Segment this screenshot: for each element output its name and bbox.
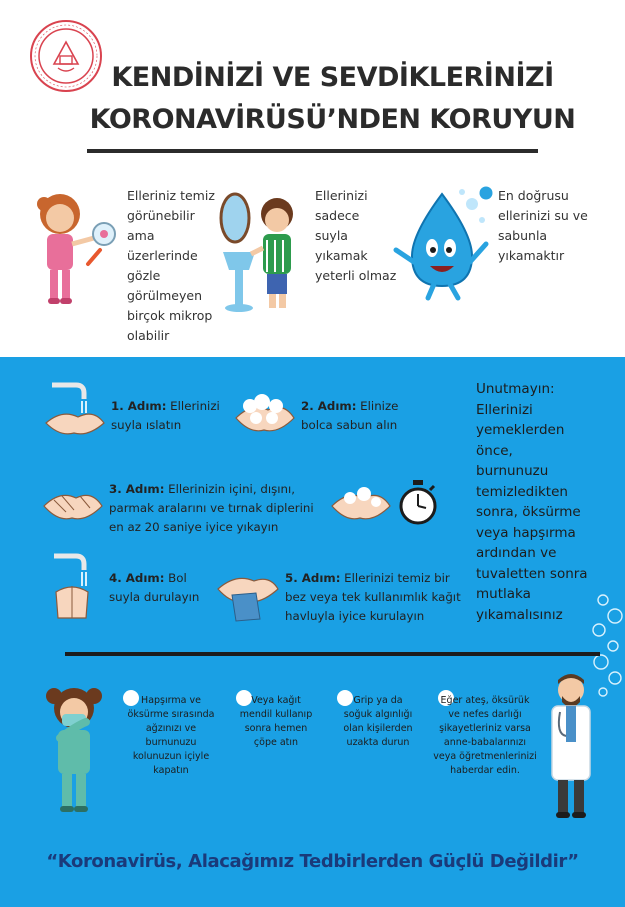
intro-text-3: En doğrusu ellerinizi su ve sabunla yıkamaktır bbox=[498, 188, 588, 263]
rubbing-hands-illustration bbox=[40, 478, 106, 534]
girl-with-magnifier-illustration bbox=[30, 186, 120, 316]
water-bubble-icon bbox=[479, 186, 493, 200]
title-divider bbox=[87, 149, 538, 153]
boy-washing-hands-illustration bbox=[215, 190, 310, 315]
footer-quote: “Koronavirüs, Alacağımız Tedbirlerden Güçlü Değildir” bbox=[46, 851, 579, 872]
tip-3-text: Grip ya da soğuk algınlığı olan kişilerden uzakta durun bbox=[343, 695, 413, 748]
intro-text-1: Elleriniz temiz görünebilir ama üzerlerinde gözle görülmeyen birçok mikrop olabilir bbox=[127, 188, 215, 343]
stopwatch-icon bbox=[398, 478, 438, 528]
page-title-line1: KENDİNİZİ VE SEVDİKLERİNİZİ bbox=[111, 62, 554, 93]
step-2-text: 2. Adım: Elinize bolca sabun alın bbox=[301, 399, 399, 432]
tip-4-text: Eğer ateş, öksürük ve nefes darlığı şikayetleriniz varsa anne-babalarınızı veya öğretmenlerinizi haberdar edin. bbox=[433, 695, 537, 776]
step-3-text: 3. Adım: Ellerinizin içini, dışını, parmak aralarını ve tırnak diplerini en az 20 saniye iyice yıkayın bbox=[109, 482, 314, 534]
water-drop-character-illustration bbox=[392, 184, 492, 302]
reminder-text: Unutmayın: Ellerinizi yemeklerden önce, burnunuzu temizledikten sonra, öksürme veya hapşırma ardından ve tuvaletten sonra mutlaka yıkamalısınız bbox=[476, 381, 588, 623]
page-title-line2: KORONAVİRÜSÜ’NDEN KORUYUN bbox=[89, 104, 576, 135]
doctor-illustration bbox=[540, 672, 602, 822]
tip-2-text: Veya kağıt mendil kullanıp sonra hemen çöpe atın bbox=[239, 695, 313, 748]
step-1-text: 1. Adım: Ellerinizi suyla ıslatın bbox=[111, 399, 220, 432]
step-5-text: 5. Adım: Ellerinizi temiz bir bez veya tek kullanımlık kağıt havluyla iyice kurulayın bbox=[285, 571, 461, 623]
intro-text-2: Ellerinizi sadece suyla yıkamak yeterli olmaz bbox=[315, 188, 397, 283]
drying-hands-towel-illustration bbox=[212, 565, 282, 625]
step-4-text: 4. Adım: Bol suyla durulayın bbox=[109, 571, 200, 604]
tip-1-text: Hapşırma ve öksürme sırasında ağzınızı ve burnunuzu kolunuzun içiyle kapatın bbox=[127, 695, 215, 776]
hands-under-tap-illustration bbox=[42, 379, 108, 441]
scrubbing-nails-illustration bbox=[328, 476, 394, 532]
section-divider bbox=[65, 652, 600, 656]
soapy-hands-illustration bbox=[232, 388, 298, 442]
masked-girl-coughing-illustration bbox=[32, 682, 116, 822]
rinsing-hands-illustration bbox=[42, 552, 108, 622]
